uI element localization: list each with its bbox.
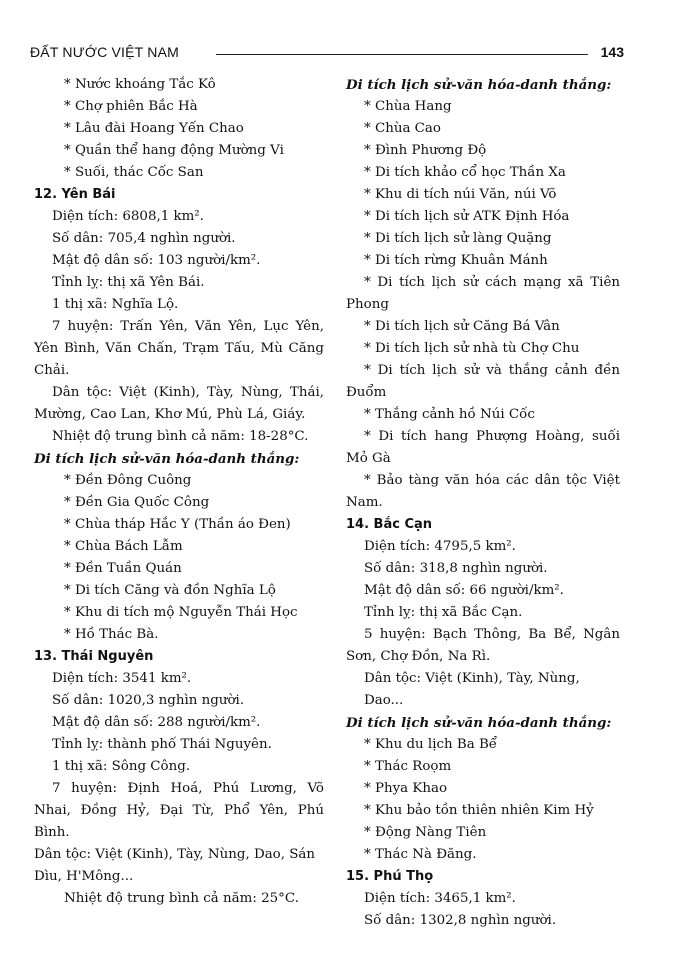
- list-item: * Nước khoáng Tắc Kô: [64, 77, 216, 92]
- text-line: Diện tích: 3541 km².: [52, 671, 192, 686]
- list-item: * Quần thể hang động Mường Vi: [64, 143, 284, 158]
- text-line: 5 huyện: Bạch Thông, Ba Bể, Ngân Sơn, Chợ Đồn, Na Rì.: [346, 627, 620, 664]
- text-line: 7 huyện: Trấn Yên, Văn Yên, Lục Yên, Yên Bình, Văn Chấn, Trạm Tấu, Mù Căng Chải.: [34, 319, 324, 378]
- subsection-heading: Di tích lịch sử-văn hóa-danh thắng:: [346, 77, 612, 93]
- text-line: * Bảo tàng văn hóa các dân tộc Việt Nam.: [346, 473, 620, 510]
- text-line: 7 huyện: Định Hoá, Phú Lương, Võ Nhai, Đồng Hỷ, Đại Từ, Phổ Yên, Phú Bình.: [34, 781, 324, 840]
- book-title: ĐẤT NƯỚC VIỆT NAM: [30, 44, 179, 60]
- list-item: * Đền Gia Quốc Công: [64, 495, 210, 510]
- section-heading: 14. Bắc Cạn: [346, 517, 433, 532]
- text-line: Dân tộc: Việt (Kinh), Tày, Nùng, Thái, Mường, Cao Lan, Khơ Mú, Phù Lá, Giáy.: [34, 385, 324, 422]
- list-item: Nhiệt độ trung bình cả năm: 25°C.: [64, 891, 299, 906]
- text-line: Số dân: 705,4 nghìn người.: [52, 231, 236, 246]
- list-item: * Đền Tuần Quán: [64, 561, 182, 576]
- text-line: * Khu di tích núi Văn, núi Võ: [364, 187, 557, 202]
- text-line: * Di tích lịch sử làng Quặng: [364, 231, 552, 246]
- text-line: * Thác Nà Đăng.: [364, 847, 477, 862]
- text-line: * Thác Roọm: [364, 759, 452, 774]
- text-line: * Di tích lịch sử Căng Bá Vân: [364, 319, 560, 334]
- text-line: * Đình Phương Độ: [364, 143, 487, 158]
- right-column: [346, 74, 620, 932]
- text-line: Diện tích: 4795,5 km².: [364, 539, 516, 554]
- list-item: * Di tích Căng và đồn Nghĩa Lộ: [64, 583, 276, 598]
- text-line: * Khu du lịch Ba Bể: [364, 737, 498, 752]
- text-line: Diện tích: 6808,1 km².: [52, 209, 204, 224]
- text-line: Nhiệt độ trung bình cả năm: 18-28°C.: [52, 429, 309, 444]
- text-line: * Phya Khao: [364, 781, 448, 796]
- list-item: * Chợ phiên Bắc Hà: [64, 99, 198, 114]
- text-line: 1 thị xã: Nghĩa Lộ.: [52, 297, 179, 312]
- text-line: Dân tộc: Việt (Kinh), Tày, Nùng, Dao...: [364, 671, 580, 708]
- subsection-heading: Di tích lịch sử-văn hóa-danh thắng:: [34, 451, 300, 467]
- text-line: Số dân: 318,8 nghìn người.: [364, 561, 548, 576]
- list-item: * Hồ Thác Bà.: [64, 627, 159, 642]
- list-item: * Khu di tích mộ Nguyễn Thái Học: [64, 605, 298, 620]
- text-line: Tỉnh lỵ: thị xã Yên Bái.: [52, 275, 205, 290]
- text-line: Tỉnh lỵ: thành phố Thái Nguyên.: [52, 737, 272, 752]
- text-line: * Chùa Cao: [364, 121, 441, 136]
- text-line: * Di tích rừng Khuân Mánh: [364, 253, 548, 268]
- list-item: * Lâu đài Hoang Yến Chao: [64, 121, 244, 136]
- text-line: * Di tích lịch sử cách mạng xã Tiên Phong: [346, 275, 620, 312]
- text-line: Tỉnh lỵ: thị xã Bắc Cạn.: [364, 605, 523, 620]
- subsection-heading: Di tích lịch sử-văn hóa-danh thắng:: [346, 715, 612, 731]
- text-line: * Di tích lịch sử ATK Định Hóa: [364, 209, 570, 224]
- text-line: Diện tích: 3465,1 km².: [364, 891, 516, 906]
- text-line: * Di tích lịch sử và thắng cảnh đền Đuổm: [346, 363, 620, 400]
- list-item: * Chùa tháp Hắc Y (Thần áo Đen): [64, 517, 291, 532]
- text-line: Số dân: 1020,3 nghìn người.: [52, 693, 245, 708]
- section-heading: 12. Yên Bái: [34, 187, 116, 202]
- text-line: * Di tích hang Phượng Hoàng, suối Mỏ Gà: [346, 429, 620, 466]
- text-line: * Di tích khảo cổ học Thần Xa: [364, 165, 566, 180]
- page-number: 143: [600, 44, 624, 60]
- text-line: Mật độ dân số: 66 người/km².: [364, 583, 564, 598]
- text-line: 1 thị xã: Sông Công.: [52, 759, 191, 774]
- header-rule: [216, 54, 588, 55]
- section-heading: 13. Thái Nguyên: [34, 649, 154, 664]
- list-item: * Suối, thác Cốc San: [64, 165, 204, 180]
- text-line: * Khu bảo tồn thiên nhiên Kim Hỷ: [364, 803, 594, 818]
- section-heading: 15. Phú Thọ: [346, 869, 434, 884]
- text-line: Mật độ dân số: 288 người/km².: [52, 715, 261, 730]
- text-line: Dân tộc: Việt (Kinh), Tày, Nùng, Dao, Sán Dìu, H'Mông...: [34, 847, 316, 884]
- left-column: [34, 74, 324, 910]
- list-item: * Đền Đông Cuông: [64, 473, 192, 488]
- list-item: * Chùa Bách Lẫm: [64, 539, 183, 554]
- text-line: * Thắng cảnh hồ Núi Cốc: [364, 407, 535, 422]
- text-line: Mật độ dân số: 103 người/km².: [52, 253, 261, 268]
- text-line: * Chùa Hang: [364, 99, 452, 114]
- text-line: * Di tích lịch sử nhà tù Chợ Chu: [364, 341, 580, 356]
- running-header: [30, 44, 624, 64]
- text-line: Số dân: 1302,8 nghìn người.: [364, 913, 557, 928]
- text-line: * Động Nàng Tiên: [364, 825, 487, 840]
